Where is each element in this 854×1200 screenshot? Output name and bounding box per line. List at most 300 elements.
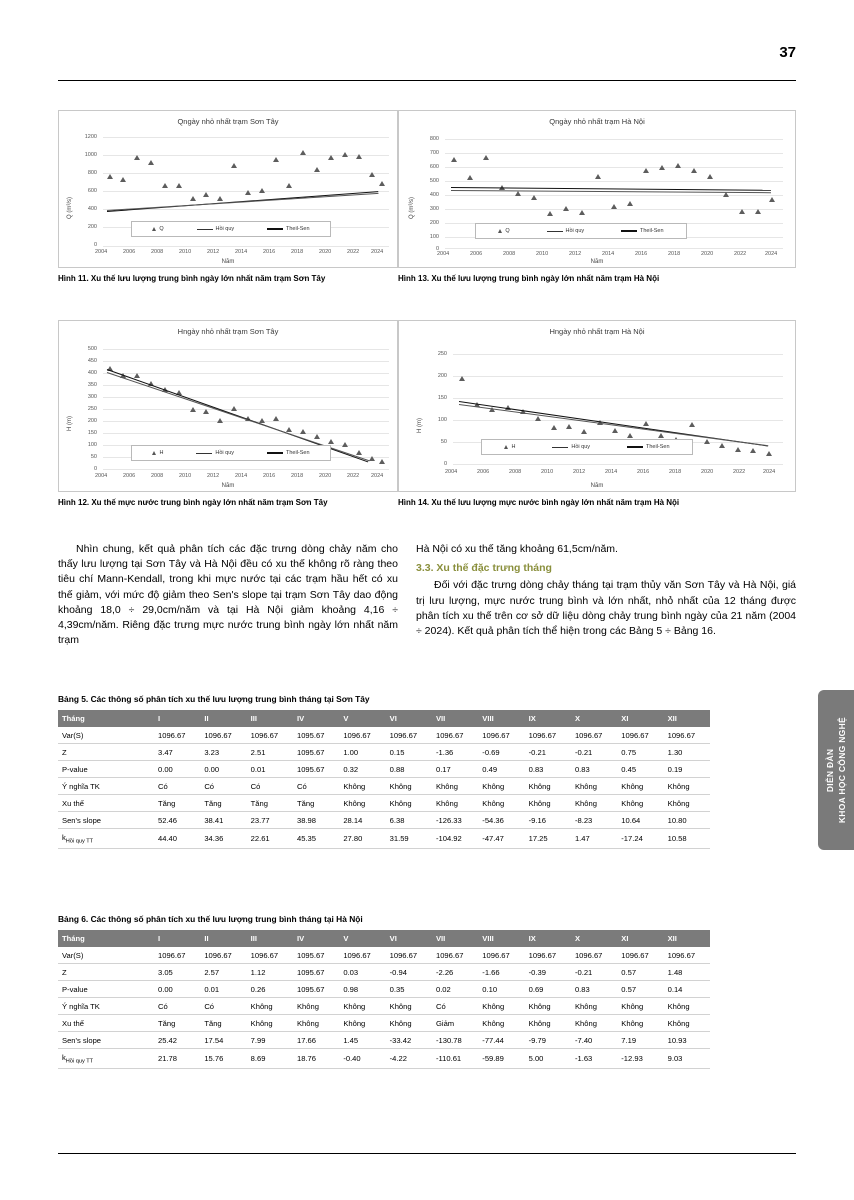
side-tab [818,690,854,850]
cell: 1096.67 [200,727,246,744]
y-tick: 600 [429,164,439,170]
x-tick: 2020 [319,473,332,479]
cell: 0.83 [571,981,617,998]
cell: Không [571,1015,617,1032]
cell: Không [432,778,478,795]
cell: 1096.67 [247,727,293,744]
figure-11-caption: Hình 11. Xu thế lưu lượng trung bình ngày lớn nhất năm trạm Sơn Tây [58,274,326,283]
cell: Không [571,778,617,795]
cell: Không [339,1015,385,1032]
y-tick: 150 [437,395,447,401]
table-5-block [58,694,710,849]
x-tick: 2020 [701,469,714,475]
x-tick: 2016 [263,473,276,479]
cell: Không [339,778,385,795]
cell: 27.80 [339,829,385,849]
table-6-header-row [58,930,710,947]
row-label-subscript: Hồi quy TT [65,1058,94,1065]
legend-item-label: Q [505,228,510,234]
cell: 1095.67 [293,761,339,778]
figure-12-x-label: Năm [221,483,235,489]
legend-item-label: Theil-Sen [285,450,310,456]
x-tick: 2024 [371,249,384,255]
cell: 10.80 [664,812,710,829]
figure-12-chart-title: Hngày nhỏ nhất trạm Sơn Tây [177,327,279,336]
y-tick: 50 [90,454,97,460]
cell: -9.16 [525,812,571,829]
cell: Không [571,998,617,1015]
cell: Tăng [154,795,200,812]
cell: -130.78 [432,1032,478,1049]
cell: Không [247,1015,293,1032]
cell: 0.98 [339,981,385,998]
figure-14-chart-title: Hngày nhỏ nhất trạm Hà Nội [549,327,645,336]
figure-13-legend [475,223,687,239]
legend-item-label: Theil-Sen [286,226,310,232]
table-row [58,947,710,964]
x-tick: 2010 [541,469,554,475]
cell: -0.21 [571,964,617,981]
figure-12-y-label: H (m) [67,416,73,431]
cell: 0.57 [617,981,663,998]
figure-13-x-label: Năm [590,259,604,265]
x-tick: 2008 [509,469,522,475]
row-label: Xu thế [58,795,154,812]
header-divider [58,80,796,81]
cell: Không [478,998,524,1015]
table-5-col-header: X [571,710,617,727]
x-tick: 2012 [207,249,220,255]
cell: 1096.67 [247,947,293,964]
table-6-block [58,914,710,1069]
table-row [58,727,710,744]
row-label: Ý nghĩa TK [58,998,154,1015]
cell: 0.02 [432,981,478,998]
cell: -9.79 [525,1032,571,1049]
table-6-col-header: XI [617,930,663,947]
cell: -54.36 [478,812,524,829]
cell: Có [154,778,200,795]
row-label: Var(S) [58,727,154,744]
cell: 0.83 [571,761,617,778]
y-tick: 400 [429,192,439,198]
y-tick: 200 [87,224,97,230]
row-label: Sen's slope [58,812,154,829]
row-label: P-value [58,981,154,998]
x-tick: 2018 [291,249,304,255]
cell: 1096.67 [571,947,617,964]
figure-13-y-label: Q (m³/s) [409,197,415,219]
table-row [58,1032,710,1049]
cell: Tăng [247,795,293,812]
cell: Không [432,795,478,812]
cell: 38.41 [200,812,246,829]
y-tick: 0 [93,466,97,472]
y-tick: 100 [437,417,447,423]
cell: Không [617,778,663,795]
x-tick: 2024 [763,469,776,475]
x-tick: 2018 [291,473,304,479]
figure-13 [398,110,796,284]
table-6-col-header: VII [432,930,478,947]
table-5-header-row [58,710,710,727]
cell: Không [293,1015,339,1032]
cell: Không [339,998,385,1015]
cell: 3.23 [200,744,246,761]
cell: 0.19 [664,761,710,778]
side-tab-line2: KHOA HỌC CÔNG NGHỆ [837,716,847,824]
row-label: Ý nghĩa TK [58,778,154,795]
cell: 1096.67 [664,727,710,744]
figure-12-caption: Hình 12. Xu thế mực nước trung bình ngày lớn nhất năm trạm Sơn Tây [58,498,328,507]
cell: 1096.67 [617,947,663,964]
cell: 1096.67 [154,947,200,964]
cell: Không [525,998,571,1015]
cell: 1095.67 [293,727,339,744]
y-tick: 50 [440,439,447,445]
cell: -59.89 [478,1049,524,1069]
table-5-col-header: VII [432,710,478,727]
cell: Không [339,795,385,812]
table-5-caption: Bảng 5. Các thông số phân tích xu thế lưu lượng trung bình tháng tại Sơn Tây [58,694,370,704]
x-tick: 2020 [319,249,332,255]
x-tick: 2018 [668,251,681,257]
cell: 1096.67 [478,727,524,744]
page-number: 37 [779,44,796,61]
table-5-col-header: VIII [478,710,524,727]
y-tick: 800 [87,170,97,176]
cell: 0.35 [386,981,432,998]
legend-item-label: Theil-Sen [645,444,670,450]
row-label: Z [58,744,154,761]
figure-11-chart-title: Qngày nhỏ nhất trạm Sơn Tây [177,117,279,126]
y-tick: 1000 [84,152,97,158]
x-tick: 2024 [371,473,384,479]
table-6 [58,930,710,1069]
figure-12 [58,320,398,508]
figure-14-chart [398,320,796,492]
cell: Không [664,998,710,1015]
cell: 1095.67 [293,947,339,964]
cell: Không [247,998,293,1015]
cell: -77.44 [478,1032,524,1049]
y-tick: 600 [87,188,97,194]
cell: Không [525,778,571,795]
cell: 38.98 [293,812,339,829]
table-6-col-header: V [339,930,385,947]
cell: 0.75 [617,744,663,761]
cell: -47.47 [478,829,524,849]
cell: Không [386,998,432,1015]
cell: 15.76 [200,1049,246,1069]
cell: 1096.67 [432,727,478,744]
cell: Không [386,1015,432,1032]
figure-11-y-label: Q (m³/s) [67,197,73,219]
table-row [58,761,710,778]
table-6-col-header: III [247,930,293,947]
table-5-col-header: II [200,710,246,727]
y-tick: 200 [429,220,439,226]
cell: -7.40 [571,1032,617,1049]
table-row [58,795,710,812]
table-6-col-header: XII [664,930,710,947]
cell: 28.14 [339,812,385,829]
table-6-col-header: VIII [478,930,524,947]
cell: 0.69 [525,981,571,998]
cell: Không [664,778,710,795]
cell: -8.23 [571,812,617,829]
table-5-col-header: XI [617,710,663,727]
row-label: P-value [58,761,154,778]
table-5-col-header: I [154,710,200,727]
cell: -0.69 [478,744,524,761]
x-tick: 2010 [536,251,549,257]
cell: 3.47 [154,744,200,761]
cell: -126.33 [432,812,478,829]
cell: 1.00 [339,744,385,761]
y-tick: 450 [87,358,97,364]
figure-14 [398,320,796,508]
cell: 0.45 [617,761,663,778]
cell: Không [617,998,663,1015]
row-label: Xu thế [58,1015,154,1032]
cell: Không [478,795,524,812]
x-tick: 2016 [637,469,650,475]
paragraph-left: Nhìn chung, kết quả phân tích các đặc trưng dòng chảy năm cho thấy lưu lượng tại Sơn Tây và Hà Nội đều có xu thế không rõ ràng theo tiêu chí Mann-Kendall, trong khi mực nước tại các trạm hầu hết có xu thế giảm, với mức độ giảm theo Sen's slope tại trạm Sơn Tây dao động khoảng 18,0 ÷ 29,0cm/năm và tại Hà Nội giảm khoảng 4,16 ÷ 4,39cm/năm. Riêng đặc trưng mực nước trung bình ngày lớn nhất năm trạm [58,543,398,647]
cell: 5.00 [525,1049,571,1069]
y-tick: 250 [437,351,447,357]
cell: 10.64 [617,812,663,829]
figure-14-caption: Hình 14. Xu thế lưu lượng mực nước bình ngày lớn nhất năm trạm Hà Nội [398,498,680,507]
cell: Không [617,795,663,812]
cell: Không [478,1015,524,1032]
cell: 1.48 [664,964,710,981]
x-tick: 2022 [347,473,360,479]
cell: 1096.67 [339,727,385,744]
y-tick: 100 [87,442,97,448]
cell: 1095.67 [293,981,339,998]
cell: 17.54 [200,1032,246,1049]
cell: -1.63 [571,1049,617,1069]
cell: 1096.67 [664,947,710,964]
cell: -104.92 [432,829,478,849]
cell: Không [617,1015,663,1032]
side-tab-line1: DIỄN ĐÀN [825,748,835,792]
x-tick: 2010 [179,473,192,479]
cell: 0.00 [154,981,200,998]
x-tick: 2016 [263,249,276,255]
x-tick: 2014 [602,251,615,257]
cell: 0.15 [386,744,432,761]
cell: Không [525,795,571,812]
cell: 10.93 [664,1032,710,1049]
y-tick: 200 [437,373,447,379]
table-6-col-header: X [571,930,617,947]
table-row [58,744,710,761]
cell: 1096.67 [200,947,246,964]
cell: Có [200,998,246,1015]
table-5 [58,710,710,849]
y-tick: 0 [435,246,439,252]
x-tick: 2004 [95,473,108,479]
cell: -12.93 [617,1049,663,1069]
figure-12-chart [58,320,398,492]
table-row [58,981,710,998]
figure-14-legend [481,439,693,455]
row-label: Z [58,964,154,981]
cell: 10.58 [664,829,710,849]
table-6-col-header: IV [293,930,339,947]
y-tick: 0 [93,242,97,248]
legend-item-label: H [159,450,164,456]
table-row [58,1015,710,1032]
figure-14-y-label: H (m) [417,418,423,433]
x-tick: 2012 [569,251,582,257]
y-tick: 400 [87,206,97,212]
footer-divider [58,1153,796,1154]
table-6-col-header: II [200,930,246,947]
x-tick: 2018 [669,469,682,475]
cell: 0.17 [432,761,478,778]
cell: Không [386,778,432,795]
x-tick: 2006 [123,249,136,255]
cell: 34.36 [200,829,246,849]
row-label [58,1049,154,1069]
cell: 44.40 [154,829,200,849]
cell: 18.76 [293,1049,339,1069]
cell: 1095.67 [293,964,339,981]
body-column-right [416,542,796,639]
x-tick: 2014 [605,469,618,475]
cell: Không [664,795,710,812]
cell: 52.46 [154,812,200,829]
cell: 1.30 [664,744,710,761]
cell: -33.42 [386,1032,432,1049]
table-5-col-header: IX [525,710,571,727]
cell: -1.66 [478,964,524,981]
paragraph-right-1: Hà Nội có xu thế tăng khoảng 61,5cm/năm. [416,543,618,555]
section-subheading: 3.3. Xu thế đặc trưng tháng [416,562,552,575]
cell: Giảm [432,1015,478,1032]
x-tick: 2014 [235,473,248,479]
cell: 2.57 [200,964,246,981]
cell: 25.42 [154,1032,200,1049]
cell: -0.94 [386,964,432,981]
figure-11-chart [58,110,398,268]
cell: -1.36 [432,744,478,761]
row-label-subscript: Hồi quy TT [65,838,94,845]
cell: 1.47 [571,829,617,849]
legend-item-label: Hồi quy [215,450,235,456]
cell: 31.59 [386,829,432,849]
cell: 0.01 [200,981,246,998]
cell: 1096.67 [339,947,385,964]
legend-item-label: Q [159,226,164,232]
table-row [58,829,710,849]
legend-item-label: H [511,444,516,450]
table-row [58,1049,710,1069]
table-6-caption: Bảng 6. Các thông số phân tích xu thế lưu lượng trung bình tháng tại Hà Nội [58,914,363,924]
table-5-col-header: XII [664,710,710,727]
cell: Không [525,1015,571,1032]
cell: 1096.67 [432,947,478,964]
x-tick: 2008 [151,473,164,479]
y-tick: 400 [87,370,97,376]
x-tick: 2016 [635,251,648,257]
cell: -0.21 [525,744,571,761]
cell: 1095.67 [293,744,339,761]
cell: 0.10 [478,981,524,998]
table-5-col-header: IV [293,710,339,727]
cell: -0.39 [525,964,571,981]
x-tick: 2024 [765,251,778,257]
figure-13-caption: Hình 13. Xu thế lưu lượng trung bình ngày lớn nhất năm trạm Hà Nội [398,274,660,283]
cell: Có [154,998,200,1015]
x-tick: 2004 [445,469,458,475]
cell: 8.69 [247,1049,293,1069]
y-tick: 700 [429,150,439,156]
cell: Không [664,1015,710,1032]
cell: Tăng [200,795,246,812]
figure-12-legend [131,445,331,461]
cell: 1096.67 [154,727,200,744]
y-tick: 250 [87,406,97,412]
cell: 1096.67 [386,727,432,744]
cell: 2.51 [247,744,293,761]
cell: 3.05 [154,964,200,981]
cell: 0.83 [525,761,571,778]
figure-11-x-label: Năm [221,259,235,265]
cell: 0.00 [154,761,200,778]
cell: Không [293,998,339,1015]
cell: 1096.67 [571,727,617,744]
cell: Có [293,778,339,795]
cell: 21.78 [154,1049,200,1069]
cell: 0.26 [247,981,293,998]
y-tick: 1200 [84,134,97,140]
cell: -0.21 [571,744,617,761]
cell: Có [432,998,478,1015]
x-tick: 2022 [733,469,746,475]
table-6-col-header: IX [525,930,571,947]
x-tick: 2022 [347,249,360,255]
y-tick: 800 [429,136,439,142]
y-tick: 0 [443,461,447,467]
table-row [58,998,710,1015]
table-5-col-header: III [247,710,293,727]
y-tick: 500 [429,178,439,184]
table-5-col-header: VI [386,710,432,727]
cell: -4.22 [386,1049,432,1069]
cell: Tăng [293,795,339,812]
figure-13-chart [398,110,796,268]
cell: 1.45 [339,1032,385,1049]
x-tick: 2012 [573,469,586,475]
cell: 1096.67 [617,727,663,744]
cell: 7.99 [247,1032,293,1049]
figure-13-chart-title: Qngày nhỏ nhất trạm Hà Nội [549,117,645,126]
row-label: Var(S) [58,947,154,964]
cell: 22.61 [247,829,293,849]
row-label-text: k [62,1052,66,1062]
row-label-text: k [62,832,66,842]
paragraph-right-2: Đối với đặc trưng dòng chảy tháng tại trạm thủy văn Sơn Tây và Hà Nội, giá trị lưu lượng, mực nước trung bình và lớn nhất, nhỏ nhất của 12 tháng được phân tích xu thế trên cơ sở dữ liệu dòng chảy trung bình ngày của 21 năm (2004 ÷ 2024). Kết quả phân tích thể hiện trong các Bảng 5 ÷ Bảng 16. [416,579,796,638]
x-tick: 2004 [437,251,450,257]
cell: Không [478,778,524,795]
table-5-col-header: V [339,710,385,727]
x-tick: 2014 [235,249,248,255]
table-row [58,812,710,829]
